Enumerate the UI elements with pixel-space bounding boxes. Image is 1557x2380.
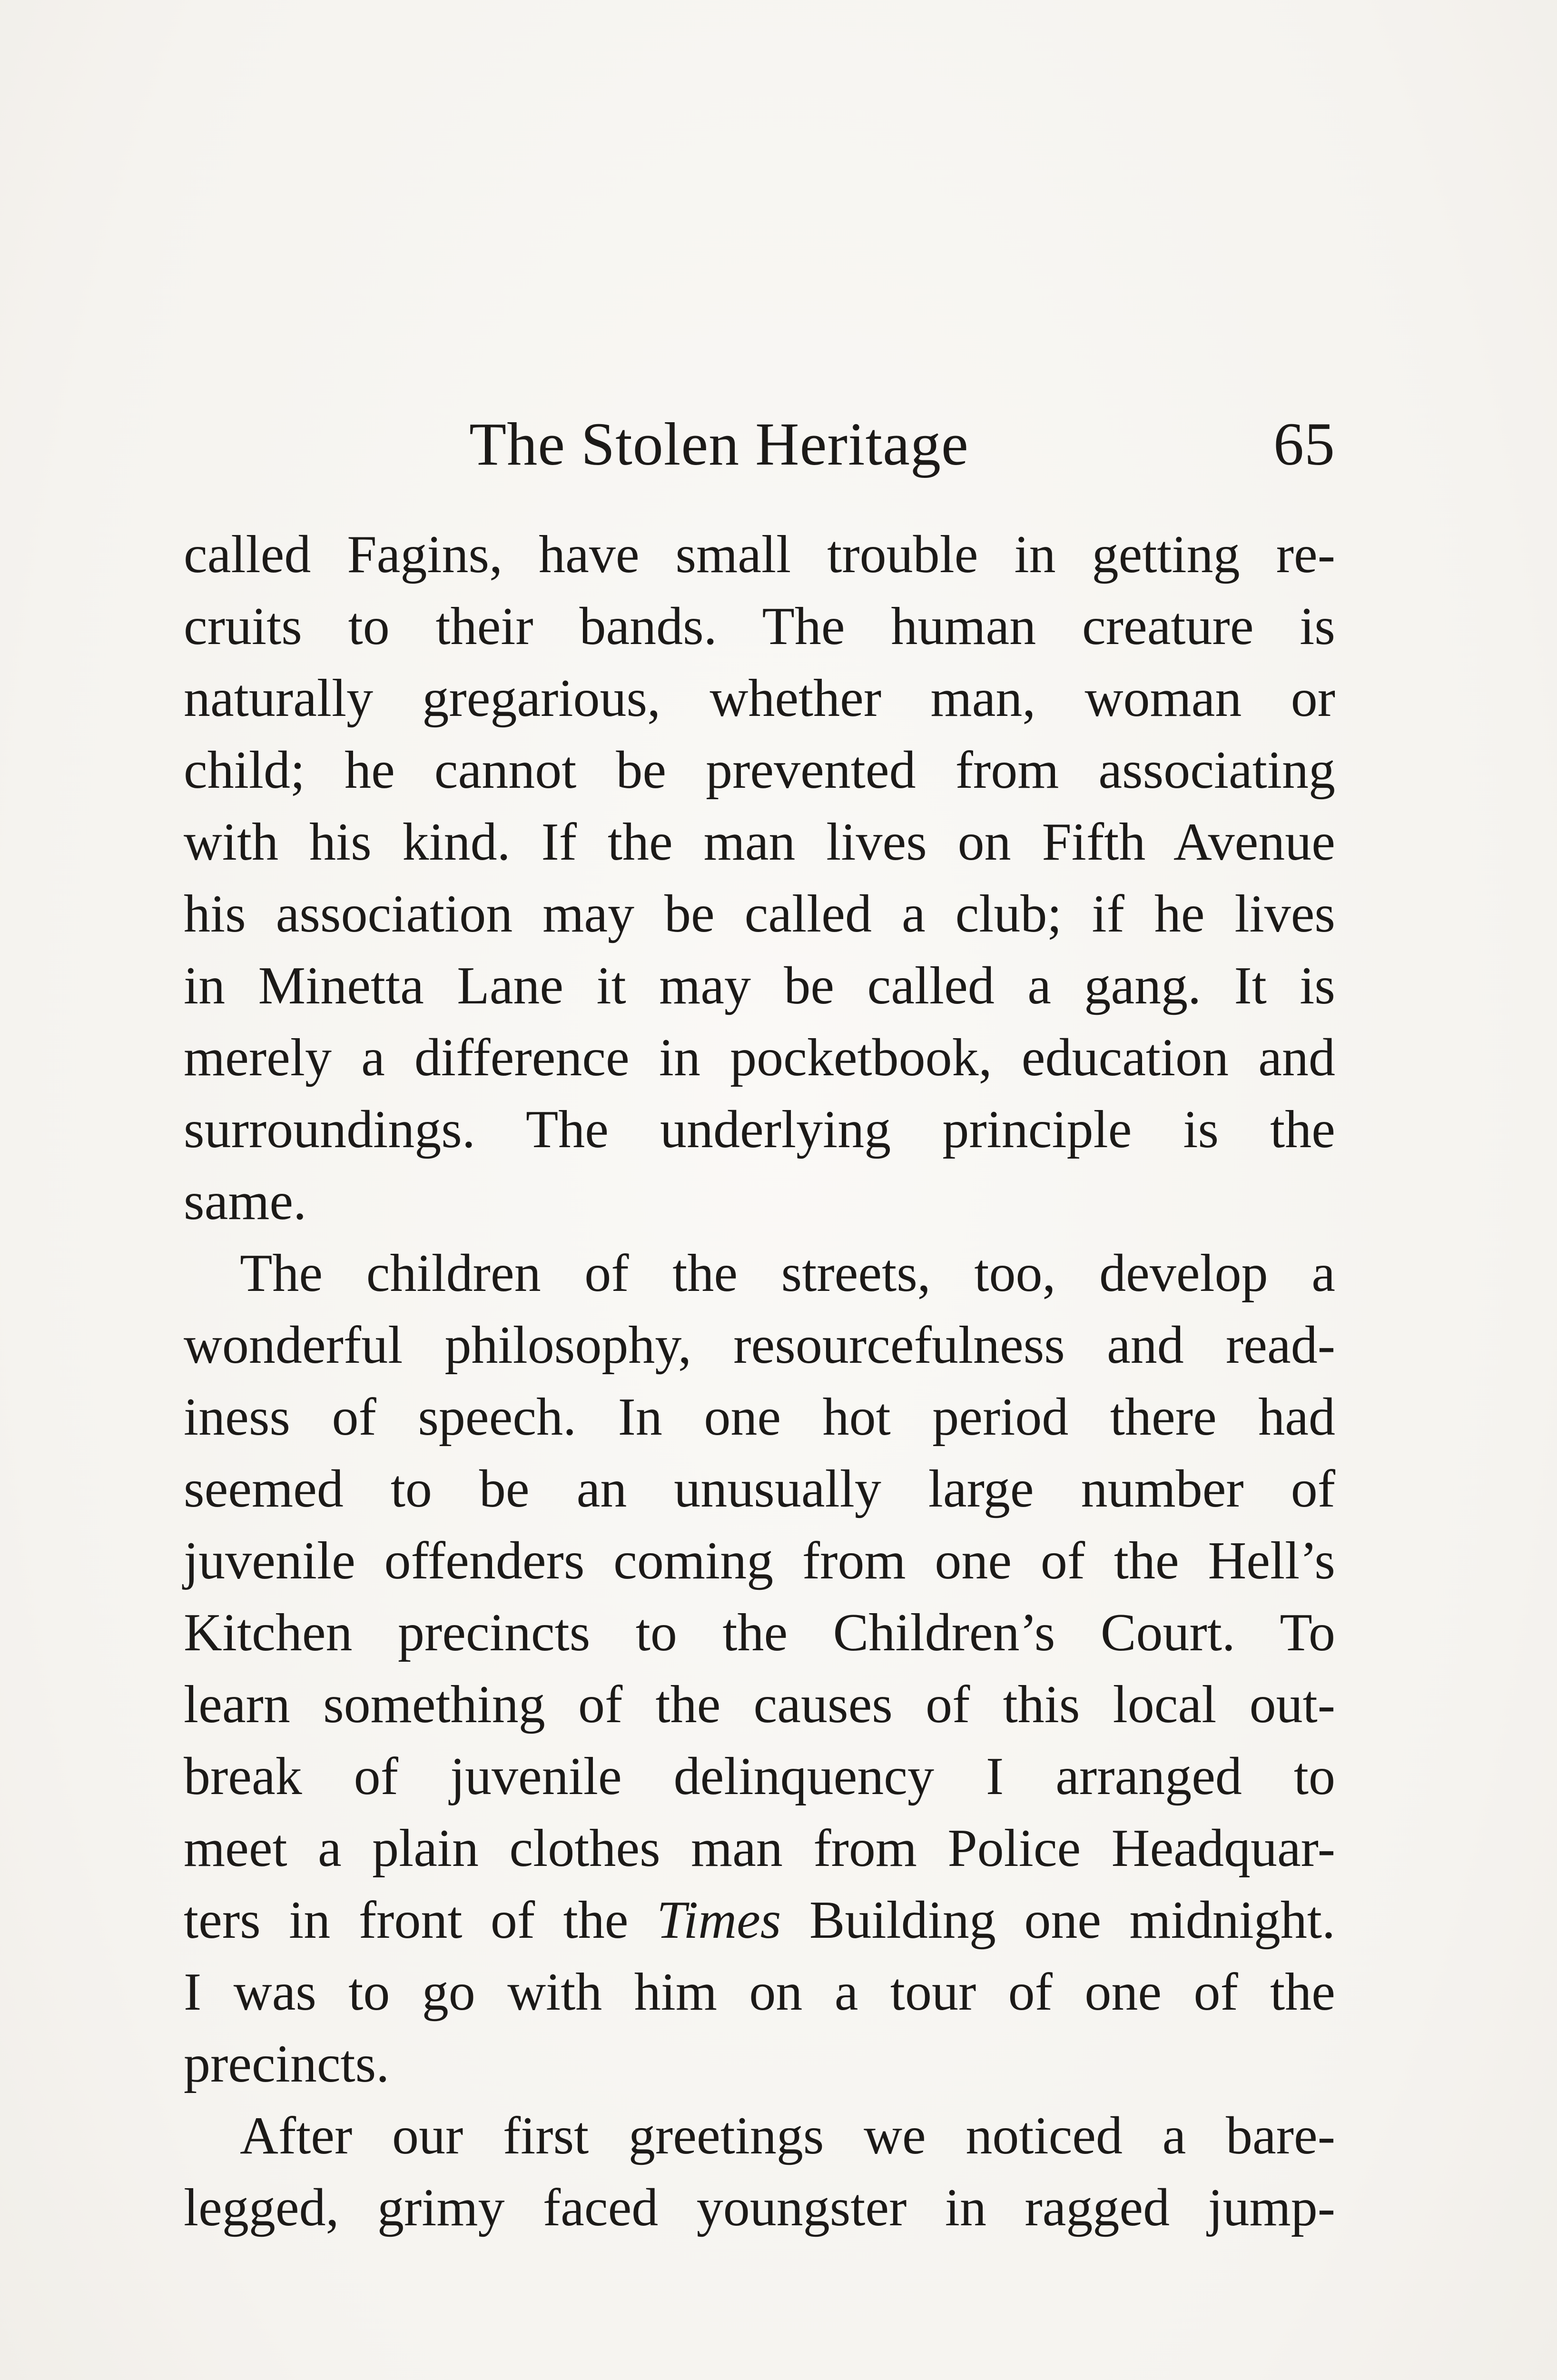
text-line: seemed to be an unusually large number of (184, 1459, 1335, 1518)
text-line: called Fagins, have small trouble in getting re- (184, 525, 1335, 584)
body-text (184, 519, 1335, 2244)
text-line: Kitchen precincts to the Children’s Court. To (184, 1603, 1335, 1662)
text-span: Building one midnight. (781, 1891, 1335, 1950)
italic-title: Times (656, 1891, 781, 1950)
text-line: The children of the streets, too, develop a (240, 1244, 1335, 1303)
text-line: legged, grimy faced youngster in ragged jump- (184, 2178, 1335, 2237)
running-title: The Stolen Heritage (469, 410, 969, 478)
text-line: After our first greetings we noticed a bare- (240, 2106, 1335, 2165)
text-line: learn something of the causes of this local out- (184, 1675, 1335, 1734)
running-head (184, 409, 1335, 476)
text-line: his association may be called a club; if he lives (184, 884, 1335, 943)
text-line: wonderful philosophy, resourcefulness and read- (184, 1316, 1335, 1375)
text-span: ters in front of the (184, 1891, 657, 1950)
text-line: child; he cannot be prevented from associating (184, 741, 1335, 800)
text-line: precincts. (184, 2034, 390, 2093)
text-line: juvenile offenders coming from one of the Hell’s (184, 1531, 1335, 1590)
text-line: merely a difference in pocketbook, education and (184, 1028, 1335, 1087)
text-line: meet a plain clothes man from Police Headquar- (184, 1819, 1335, 1878)
text-line: with his kind. If the man lives on Fifth Avenue (184, 813, 1335, 872)
text-line-times (184, 1884, 1335, 1956)
text-line: iness of speech. In one hot period there had (184, 1388, 1335, 1447)
text-line: in Minetta Lane it may be called a gang. It is (184, 956, 1335, 1015)
text-line: same. (184, 1172, 307, 1231)
text-line: cruits to their bands. The human creature is (184, 597, 1335, 656)
text-line: surroundings. The underlying principle is the (184, 1100, 1335, 1159)
text-line: naturally gregarious, whether man, woman or (184, 669, 1335, 728)
text-line: break of juvenile delinquency I arranged to (184, 1747, 1335, 1806)
page-number: 65 (1273, 410, 1335, 478)
text-line: I was to go with him on a tour of one of the (184, 1963, 1335, 2022)
